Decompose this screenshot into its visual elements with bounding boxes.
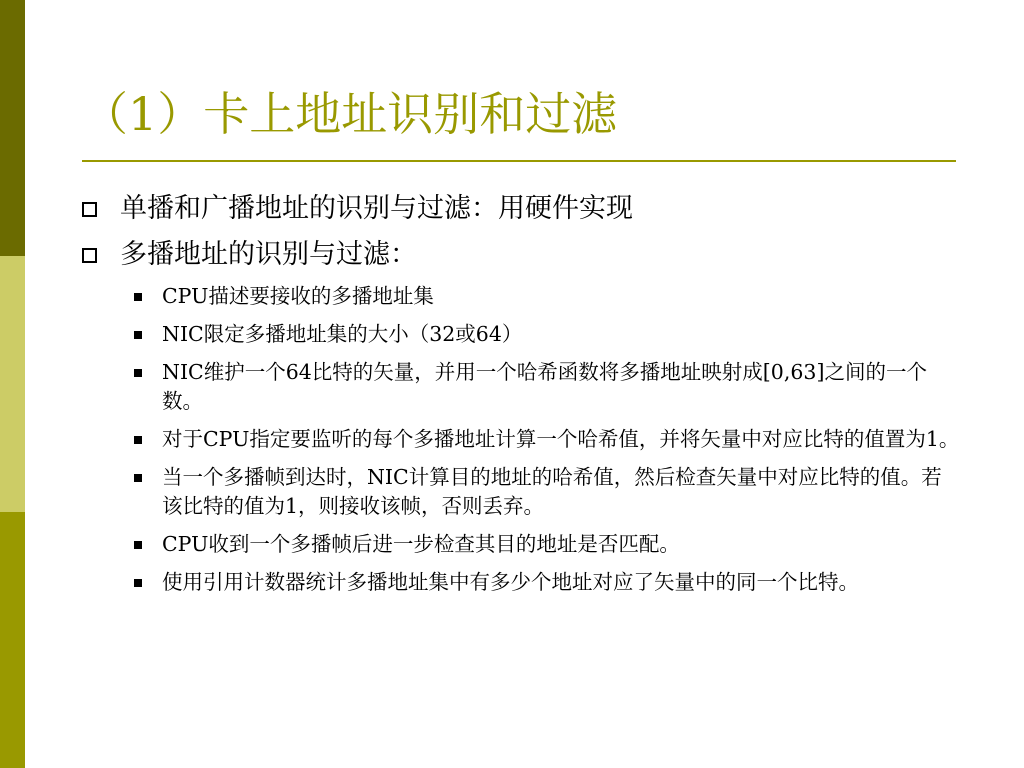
- sidebar-stripe-light: [0, 256, 25, 512]
- sub-bullet-text: NIC限定多播地址集的大小（32或64）: [162, 322, 523, 346]
- sub-bullet-text: 当一个多播帧到达时，NIC计算目的地址的哈希值，然后检查矢量中对应比特的值。若该比特的值为1，则接收该帧，否则丢弃。: [162, 465, 942, 518]
- filled-square-icon: [134, 331, 142, 339]
- bullet-text: 单播和广播地址的识别与过滤：用硬件实现: [120, 193, 633, 224]
- filled-square-icon: [134, 474, 142, 482]
- sub-bullet-item: [134, 358, 962, 416]
- filled-square-icon: [134, 293, 142, 301]
- filled-square-icon: [134, 579, 142, 587]
- sub-bullet-item: [134, 463, 962, 521]
- bullet-text: 多播地址的识别与过滤：: [120, 239, 417, 270]
- sub-bullet-text: CPU描述要接收的多播地址集: [162, 284, 434, 308]
- title-divider: [82, 160, 956, 162]
- sub-bullet-item: [134, 568, 962, 597]
- sub-bullet-item: [134, 320, 962, 349]
- bullet-item: [82, 190, 962, 228]
- slide-title: （1）卡上地址识别和过滤: [82, 87, 618, 141]
- filled-square-icon: [134, 436, 142, 444]
- sub-bullet-item: [134, 282, 962, 311]
- sub-bullet-text: NIC维护一个64比特的矢量，并用一个哈希函数将多播地址映射成[0,63]之间的一个数。: [162, 360, 927, 413]
- sub-bullet-text: 对于CPU指定要监听的每个多播地址计算一个哈希值，并将矢量中对应比特的值置为1。: [162, 427, 960, 451]
- filled-square-icon: [134, 541, 142, 549]
- sidebar-stripe-olive: [0, 512, 25, 768]
- bullet-item: [82, 236, 962, 274]
- hollow-square-icon: [82, 248, 97, 263]
- sub-bullet-text: 使用引用计数器统计多播地址集中有多少个地址对应了矢量中的同一个比特。: [162, 570, 859, 594]
- hollow-square-icon: [82, 202, 97, 217]
- sub-bullet-text: CPU收到一个多播帧后进一步检查其目的地址是否匹配。: [162, 532, 680, 556]
- sidebar-stripe-dark: [0, 0, 25, 256]
- sub-bullet-item: [134, 425, 962, 454]
- sub-bullet-item: [134, 530, 962, 559]
- slide-body: [82, 190, 962, 606]
- filled-square-icon: [134, 369, 142, 377]
